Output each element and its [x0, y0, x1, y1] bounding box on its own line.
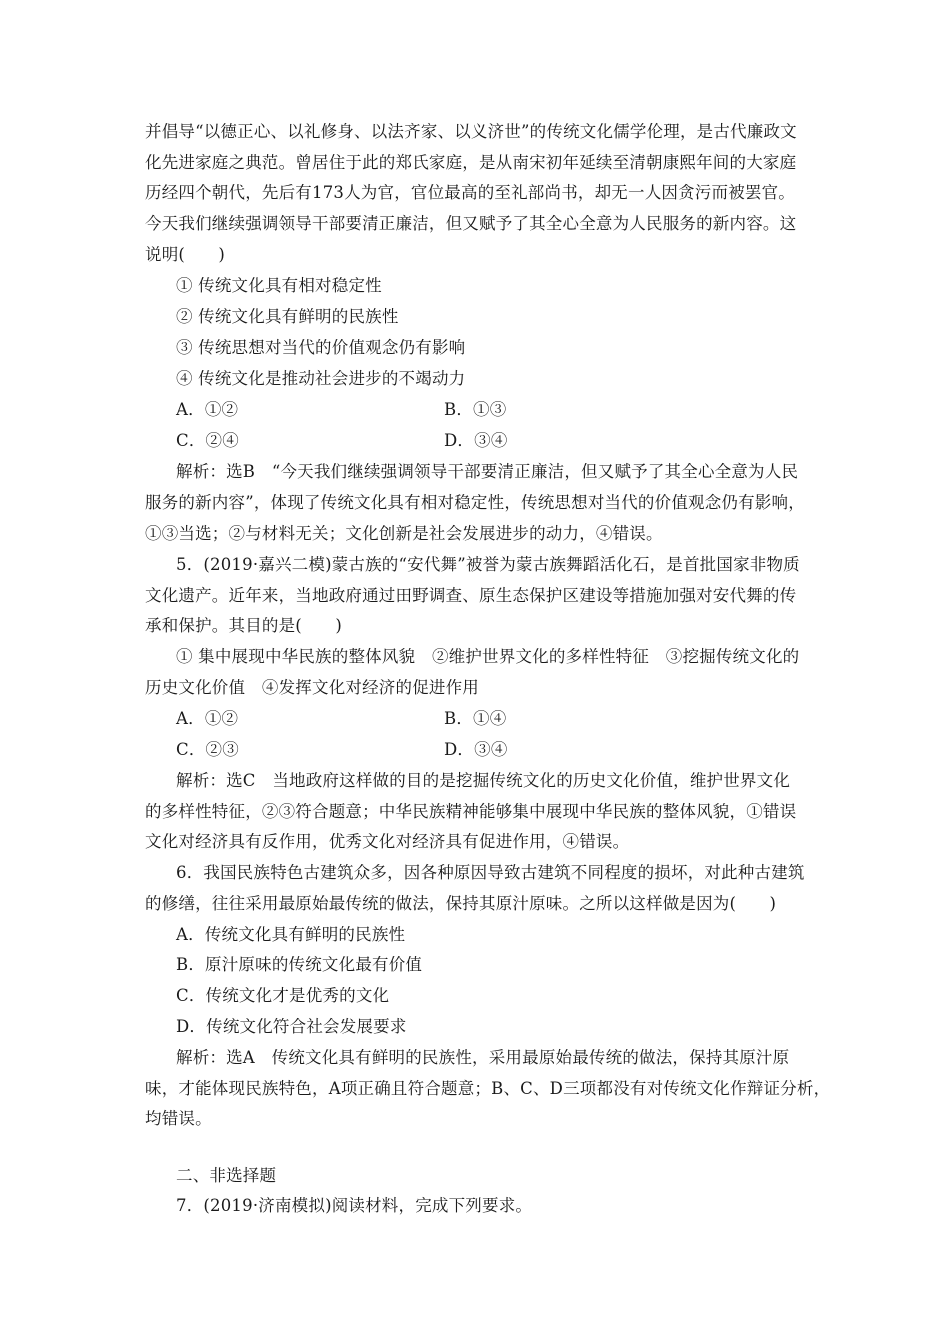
q5-option-b: B．①④ [444, 709, 507, 728]
q4-option-c: C．②④ [176, 431, 239, 450]
q6-option-b: B．原汁原味的传统文化最有价值 [176, 955, 423, 974]
q6-stem-line-2: 的修缮，往往采用最原始最传统的做法，保持其原汁原味。之所以这样做是因为( ) [145, 894, 777, 913]
q7-stem: 7．(2019·济南模拟)阅读材料，完成下列要求。 [176, 1196, 533, 1215]
q6-analysis-line-3: 均错误。 [145, 1109, 212, 1128]
q4-analysis-line-1: 解析：选B “今天我们继续强调领导干部要清正廉洁，但又赋予了其全心全意为人民 [176, 462, 799, 481]
q4-analysis-line-2: 服务的新内容”，体现了传统文化具有相对稳定性，传统思想对当代的价值观念仍有影响， [145, 493, 805, 512]
q5-analysis-line-1: 解析：选C 当地政府这样做的目的是挖掘传统文化的历史文化价值，维护世界文化 [176, 771, 791, 790]
q5-analysis-line-2: 的多样性特征，②③符合题意；中华民族精神能够集中展现中华民族的整体风貌，①错误 [145, 802, 797, 821]
q4-stem-line-3: 历经四个朝代，先后有173人为官，官位最高的至礼部尚书，却无一人因贪污而被罢官。 [145, 183, 795, 202]
q5-analysis-line-3: 文化对经济具有反作用，优秀文化对经济具有促进作用，④错误。 [145, 832, 630, 851]
q4-option-d: D．③④ [444, 431, 508, 450]
q5-statements-line-2: 历史文化价值 ④发挥文化对经济的促进作用 [145, 678, 479, 697]
q6-stem-line-1: 6．我国民族特色古建筑众多，因各种原因导致古建筑不同程度的损坏，对此种古建筑 [176, 863, 805, 882]
q4-stem-line-4: 今天我们继续强调领导干部要清正廉洁，但又赋予了其全心全意为人民服务的新内容。这 [145, 214, 797, 233]
q5-stem-line-3: 承和保护。其目的是( ) [145, 616, 342, 635]
q6-analysis-line-2: 味，才能体现民族特色，A项正确且符合题意；B、C、D三项都没有对传统文化作辩证分析， [145, 1079, 831, 1098]
q5-statements-line-1: ① 集中展现中华民族的整体风貌 ②维护世界文化的多样性特征 ③挖掘传统文化的 [176, 647, 800, 666]
q5-stem-line-2: 文化遗产。近年来，当地政府通过田野调查、原生态保护区建设等措施加强对安代舞的传 [145, 586, 797, 605]
q4-statement-3: ③ 传统思想对当代的价值观念仍有影响 [176, 338, 466, 357]
q4-statement-2: ② 传统文化具有鲜明的民族性 [176, 307, 399, 326]
q4-analysis-line-3: ①③当选；②与材料无关；文化创新是社会发展进步的动力，④错误。 [145, 524, 663, 543]
q6-option-d: D．传统文化符合社会发展要求 [176, 1017, 407, 1036]
q5-option-d: D．③④ [444, 740, 508, 759]
q5-option-c: C．②③ [176, 740, 239, 759]
q6-option-c: C．传统文化才是优秀的文化 [176, 986, 390, 1005]
q6-analysis-line-1: 解析：选A 传统文化具有鲜明的民族性，采用最原始最传统的做法，保持其原汁原 [176, 1048, 790, 1067]
q5-stem-line-1: 5．(2019·嘉兴二模)蒙古族的“安代舞”被誉为蒙古族舞蹈活化石，是首批国家非物质 [176, 555, 800, 574]
q4-stem-line-5: 说明( ) [145, 245, 226, 264]
q4-stem-line-2: 化先进家庭之典范。曾居住于此的郑氏家庭，是从南宋初年延续至清朝康熙年间的大家庭 [145, 153, 797, 172]
q4-option-a: A．①② [176, 400, 239, 419]
section-heading: 二、非选择题 [176, 1166, 277, 1185]
q6-option-a: A．传统文化具有鲜明的民族性 [176, 925, 406, 944]
q4-stem-line-1: 并倡导“以德正心、以礼修身、以法齐家、以义济世”的传统文化儒学伦理，是古代廉政文 [145, 122, 797, 141]
q5-option-a: A．①② [176, 709, 239, 728]
q4-statement-1: ① 传统文化具有相对稳定性 [176, 276, 382, 295]
q4-statement-4: ④ 传统文化是推动社会进步的不竭动力 [176, 369, 466, 388]
q4-option-b: B．①③ [444, 400, 507, 419]
